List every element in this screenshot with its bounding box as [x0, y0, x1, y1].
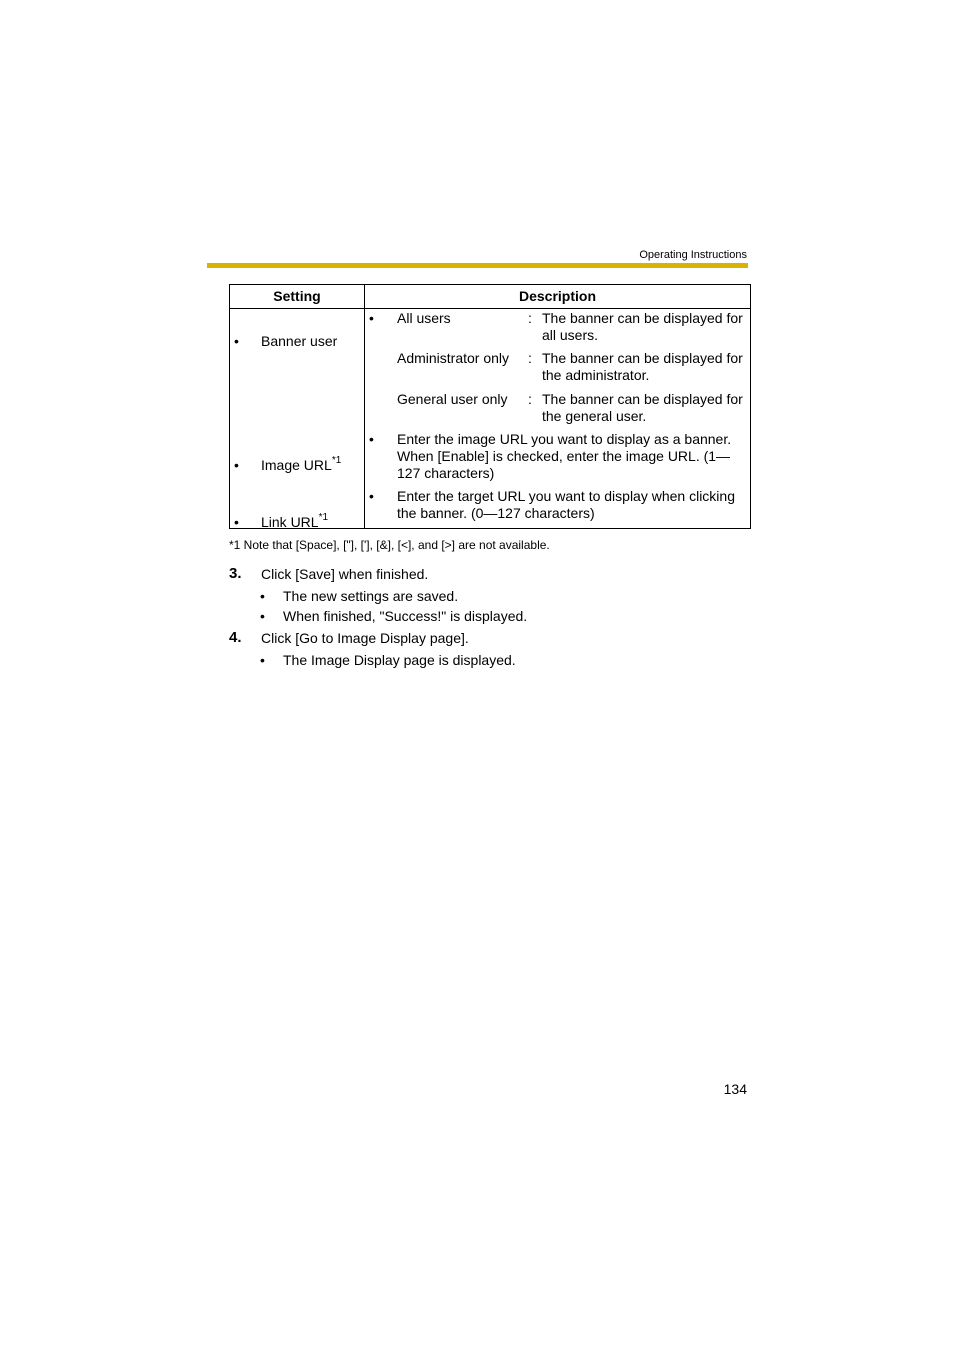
option-colon: : — [528, 310, 532, 326]
option-name: Administrator only — [397, 350, 510, 366]
bullet: • — [260, 588, 265, 604]
setting-cell — [230, 309, 365, 529]
bullet: • — [369, 310, 374, 326]
option-description: The banner can be displayed for the administrator. — [542, 350, 743, 383]
step-number: 4. — [229, 629, 242, 646]
description-cell — [365, 309, 751, 529]
column-header-setting: Setting — [230, 285, 365, 309]
step-subitem: When finished, "Success!" is displayed. — [283, 608, 528, 624]
settings-table — [229, 284, 751, 529]
footnote: *1 Note that [Space], ["], ['], [&], [<], and [>] are not available. — [229, 538, 550, 552]
bullet: • — [234, 457, 239, 473]
header-rule — [207, 263, 748, 268]
bullet: • — [260, 608, 265, 624]
bullet: • — [369, 488, 374, 504]
step-text: Click [Go to Image Display page]. — [261, 630, 469, 646]
page-number: 134 — [723, 1081, 747, 1097]
step-number: 3. — [229, 565, 242, 582]
bullet: • — [234, 333, 239, 349]
option-description: The banner can be displayed for all users. — [542, 310, 743, 343]
step-subitem: The Image Display page is displayed. — [283, 652, 516, 668]
setting-image-url: Image URL$^{*1}$ — [261, 455, 342, 473]
setting-link-url: Link URL$^{*1}$ — [261, 512, 329, 530]
footnote-mark: *1 — [318, 512, 329, 524]
option-description: The banner can be displayed for the general user. — [542, 391, 743, 424]
image-url-description: Enter the image URL you want to display as a banner. When [Enable] is checked, enter the image URL. (1—127 characters) — [397, 431, 732, 481]
bullet: • — [234, 514, 239, 530]
footnote-mark: *1 — [331, 455, 342, 467]
option-colon: : — [528, 391, 532, 407]
link-url-description: Enter the target URL you want to display when clicking the banner. (0—127 characters) — [397, 488, 735, 521]
bullet: • — [369, 431, 374, 447]
option-name: General user only — [397, 391, 508, 407]
column-header-description: Description — [365, 285, 751, 309]
option-colon: : — [528, 350, 532, 366]
table-header-row — [230, 285, 751, 309]
table-row — [230, 309, 751, 529]
option-name: All users — [397, 310, 451, 326]
bullet: • — [260, 652, 265, 668]
running-header: Operating Instructions — [639, 249, 747, 261]
step-text: Click [Save] when finished. — [261, 566, 429, 582]
setting-banner-user: Banner user — [261, 333, 338, 349]
step-subitem: The new settings are saved. — [283, 588, 459, 604]
